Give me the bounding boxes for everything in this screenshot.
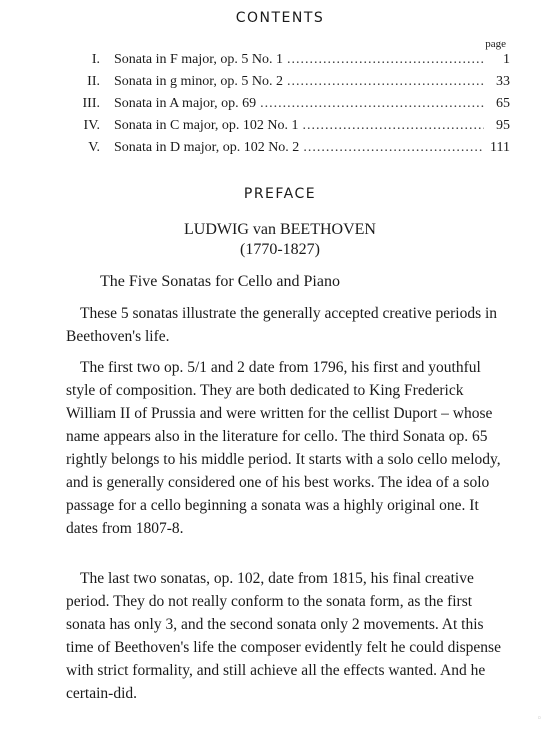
toc-entry[interactable] [60,140,510,162]
toc-page-number: 111 [490,140,510,155]
composer-name: LUDWIG van BEETHOVEN [184,221,376,238]
toc-leader-dots [303,140,484,156]
paragraph-text: The last two sonatas, op. 102, date from 1815, his final creative period. They do not really conform to the sonata form, as the first sonata has only 3, and the second sonata only 2 movements. At this time of Beethoven's life the composer evidently felt he could dispense with strict formality, and still achieve all the effects wanted. And he certain-did. [66,570,501,702]
toc-entry[interactable] [60,74,510,96]
toc-numeral: III. [82,96,100,111]
toc-leader-dots [260,96,484,112]
toc-title: Sonata in A major, op. 69 [114,96,257,111]
toc-numeral: II. [87,74,100,89]
page-column-label: page [485,38,506,50]
page-corner-mark: ◦ [536,714,542,724]
preface-paragraph [66,567,512,705]
toc-entry[interactable] [60,52,510,74]
contents-heading: CONTENTS [235,10,325,26]
toc-page-number: 33 [496,74,510,89]
preface-paragraph [66,356,512,540]
toc-leader-dots [303,118,484,134]
toc-numeral: IV. [83,118,100,133]
toc-entry[interactable] [60,118,510,140]
toc-page-number: 65 [496,96,510,111]
toc-title: Sonata in g minor, op. 5 No. 2 [114,74,283,89]
composer-block [0,220,560,260]
toc-leader-dots [287,74,484,90]
toc-page-number: 1 [503,52,510,67]
toc-title: Sonata in F major, op. 5 No. 1 [114,52,283,67]
paragraph-text: These 5 sonatas illustrate the generally accepted creative periods in Beethoven's life. [66,305,498,345]
preface-heading: PREFACE [243,186,317,202]
paragraph-text: The first two op. 5/1 and 2 date from 1796, his first and youthful style of composition. They are both dedicated to King Frederick William II of Prussia and were written for the cellist Duport – whose name appears also in the literature for cello. The third Sonata op. 65 rightly belongs to his middle period. It starts with a solo cello melody, and is generally considered one of his best works. The idea of a solo passage for a cello beginning a sonata was a highly original one. It dates from 1807-8. [66,359,501,537]
toc-page-number: 95 [496,118,510,133]
toc-title: Sonata in C major, op. 102 No. 1 [114,118,299,133]
preface-paragraph [66,302,512,348]
toc-numeral: I. [91,52,100,67]
composer-dates: (1770-1827) [240,241,320,258]
toc-leader-dots [287,52,484,68]
toc-entry[interactable] [60,96,510,118]
table-of-contents [60,52,510,162]
toc-numeral: V. [88,140,100,155]
preface-subtitle: The Five Sonatas for Cello and Piano [100,273,340,290]
toc-title: Sonata in D major, op. 102 No. 2 [114,140,300,155]
